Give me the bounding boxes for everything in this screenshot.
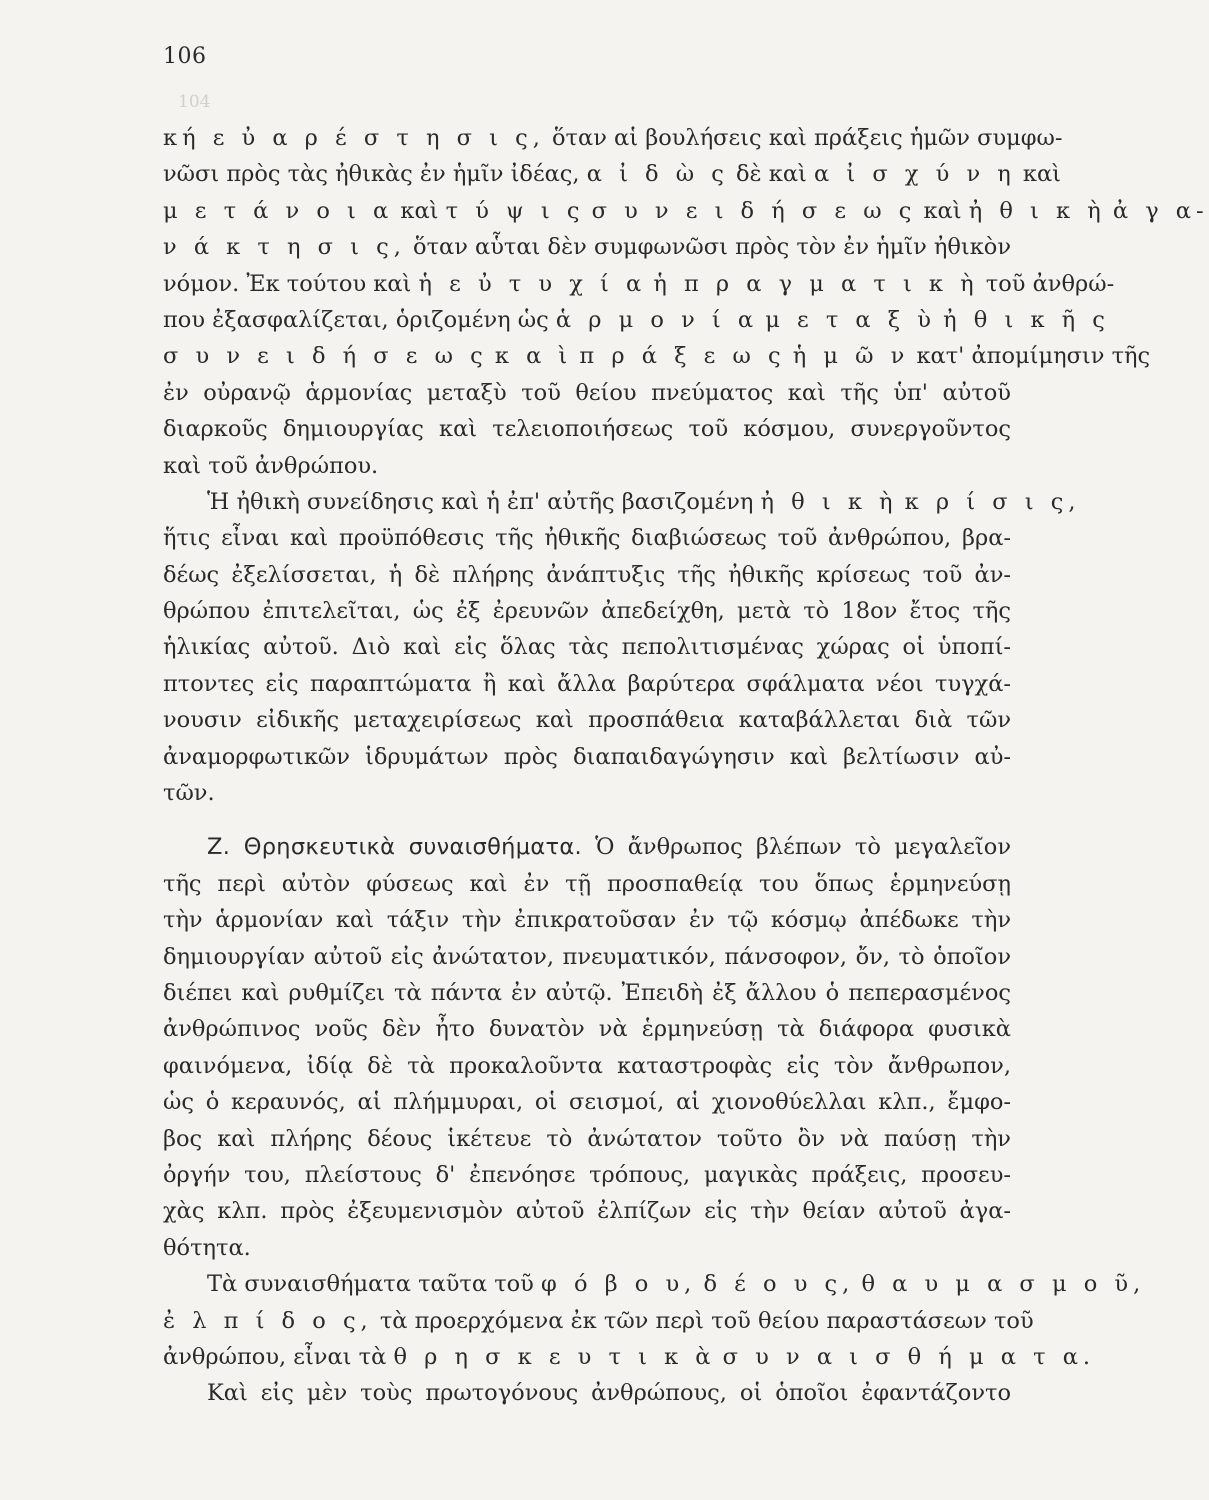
- text-run: [1106, 198, 1113, 224]
- text-line: [163, 120, 1063, 156]
- spaced-term: σ υ ν α ι σ θ ή μ α τ α.: [722, 1343, 1096, 1370]
- text-line: [163, 1193, 1011, 1229]
- spaced-term: κ ρ ί σ ι ς,: [904, 488, 1081, 515]
- text-line: [163, 629, 1011, 665]
- text-line: [163, 902, 1011, 938]
- text-run: κατ' ἀπομίμησιν τῆς: [909, 343, 1151, 370]
- page-number: 106: [163, 44, 207, 69]
- text-line: [163, 375, 1011, 411]
- spaced-term: ἠ θ ι κ ῆ ς: [943, 306, 1110, 333]
- text-run: τῆς περὶ αὐτὸν φύσεως καὶ ἐν τῇ προσπαθείᾳ του ὅπως ἑρμηνεύσῃ: [163, 870, 1011, 897]
- text-line: [163, 1266, 1146, 1302]
- text-run: ἀνθρώπινος νοῦς δὲν ἦτο δυνατὸν νὰ ἑρμηνεύσῃ τὰ διάφορα φυσικὰ: [163, 1016, 1011, 1043]
- spaced-term: σ υ ν ε ι δ ή σ ε ω ς: [163, 343, 488, 370]
- text-run: ὀργήν του, πλείστους δ' ἐπενόησε τρόπους, μαγικὰς πράξεις, προσευ-: [163, 1161, 1011, 1188]
- text-run: φαινόμενα, ἰδίᾳ δὲ τὰ προκαλοῦντα καταστροφὰς εἰς τὸν ἄνθρωπον,: [163, 1052, 1011, 1079]
- spaced-term: ἡ π ρ α γ μ α τ ι κ ὴ: [653, 270, 979, 297]
- text-run: χὰς κλπ. πρὸς ἐξευμενισμὸν αὐτοῦ ἐλπίζων εἰς τὴν θείαν αὐτοῦ ἀγα-: [163, 1198, 1011, 1225]
- section-heading: Ζ. Θρησκευτικὰ συναισθήματα.: [207, 834, 582, 861]
- text-line: [163, 939, 1011, 975]
- spaced-term: ἠ θ ι κ ὴ: [760, 488, 898, 515]
- spaced-term: ἁ ρ μ ο ν ί α: [555, 306, 759, 333]
- text-run: [786, 343, 793, 369]
- text-line: [163, 702, 1011, 738]
- text-run: τῶν.: [163, 780, 215, 807]
- spaced-term: ἡ μ ῶ ν: [792, 343, 910, 370]
- text-line: [163, 229, 1011, 265]
- text-run: καὶ τοῦ ἀνθρώπου.: [163, 452, 379, 479]
- text-line: [163, 1011, 1011, 1047]
- text-run: Καὶ εἰς μὲν τοὺς πρωτογόνους ἀνθρώπους, οἱ ὁποῖοι ἐφαντάζοντο: [207, 1380, 1011, 1407]
- text-run: καὶ: [393, 197, 446, 224]
- text-run: ἀναμορφωτικῶν ἱδρυμάτων πρὸς διαπαιδαγώγησιν καὶ βελτίωσιν αὐ-: [163, 743, 1011, 770]
- text-line: [163, 448, 1011, 484]
- text-run: θρώπου ἐπιτελεῖται, ὡς ἐξ ἐρευνῶν ἀπεδείχθη, μετὰ τὸ 18ον ἔτος τῆς: [163, 598, 1011, 625]
- text-run: [898, 489, 905, 515]
- page-body: [163, 120, 1209, 1412]
- text-line: [163, 266, 1115, 302]
- text-line: [163, 866, 1011, 902]
- text-line: [163, 975, 1011, 1011]
- text-run: νουσιν εἰδικῆς μεταχειρίσεως καὶ προσπάθεια καταβάλλεται διὰ τῶν: [163, 707, 1011, 734]
- paragraph-4: [163, 1266, 1146, 1375]
- text-line: [163, 1048, 1011, 1084]
- text-run: πτοντες εἰς παραπτώματα ἢ καὶ ἄλλα βαρύτερα σφάλματα νέοι τυγχά-: [163, 670, 1011, 697]
- text-run: ἀνθρώπου, εἶναι τὰ: [163, 1343, 394, 1370]
- spaced-term: ἡ ε ὐ τ υ χ ί α: [418, 270, 647, 297]
- spaced-term: δ έ ο υ ς,: [703, 1271, 855, 1298]
- text-line: [163, 1303, 1034, 1339]
- text-run: νόμον. Ἐκ τούτου καὶ: [163, 270, 419, 297]
- text-line: [163, 1339, 1096, 1375]
- text-line: [163, 829, 1011, 865]
- spaced-term: μ ε τ ά ν ο ι α: [163, 197, 394, 224]
- text-run: ἥτις εἶναι καὶ προϋπόθεσις τῆς ἠθικῆς διαβιώσεως τοῦ ἀνθρώπου, βρα-: [163, 525, 1011, 552]
- text-line: [163, 739, 1011, 775]
- text-line: [163, 1375, 1011, 1411]
- spaced-term: θ α υ μ α σ μ ο ῦ,: [861, 1271, 1146, 1298]
- text-run: δέως ἐξελίσσεται, ἡ δὲ πλήρης ἀνάπτυξις τῆς ἠθικῆς κρίσεως τοῦ ἀν-: [163, 561, 1011, 588]
- ghost-page-number: 104: [178, 92, 211, 112]
- text-run: βος καὶ πλήρης δέους ἱκέτευε τὸ ἀνώτατον τοῦτο ὂν νὰ παύσῃ τὴν: [163, 1125, 1011, 1152]
- text-run: ὅταν αἱ βουλήσεις καὶ πράξεις ἡμῶν συμφω-: [544, 125, 1063, 151]
- spaced-term: κ α ὶ: [494, 343, 573, 370]
- text-line: [163, 1084, 1011, 1120]
- paragraph-5: [163, 1375, 1011, 1411]
- spaced-term: α ἰ σ χ ύ ν η: [814, 161, 1016, 188]
- spaced-term: ν ά κ τ η σ ι ς,: [163, 234, 406, 261]
- spaced-term: σ υ ν ε ι δ ή σ ε ω ς: [591, 197, 917, 224]
- text-line: [163, 775, 1011, 811]
- text-run: [584, 198, 591, 224]
- spaced-term: κή ε ὐ α ρ έ σ τ η σ ι ς,: [163, 125, 545, 151]
- text-run: ὡς ὁ κεραυνός, αἱ πλήμμυραι, οἱ σεισμοί, αἱ χιονοθύελλαι κλπ., ἔμφο-: [163, 1089, 1011, 1116]
- spaced-term: μ ε τ α ξ ὺ: [765, 306, 936, 333]
- text-run: Ὁ ἄνθρωπος βλέπων τὸ μεγαλεῖον: [581, 834, 1012, 861]
- text-run: τοῦ ἀνθρώ-: [978, 270, 1115, 297]
- text-run: δημιουργίαν αὐτοῦ εἰς ἀνώτατον, πνευματικόν, πάνσοφον, ὄν, τὸ ὁποῖον: [163, 943, 1011, 970]
- text-line: [163, 484, 1081, 520]
- text-line: [163, 1230, 1011, 1266]
- text-run: Ἡ ἠθικὴ συνείδησις καὶ ἡ ἐπ' αὐτῆς βασιζομένη: [207, 488, 761, 515]
- paragraph-3: [163, 829, 1011, 1266]
- text-run: ἡλικίας αὐτοῦ. Διὸ καὶ εἰς ὅλας τὰς πεπολιτισμένας χώρας οἱ ὑποπί-: [163, 634, 1011, 661]
- spaced-term: τ ύ ψ ι ς: [445, 197, 585, 224]
- text-line: [163, 193, 1209, 229]
- spaced-term: φ ό β ο υ,: [541, 1271, 697, 1298]
- text-line: [163, 557, 1011, 593]
- text-line: [163, 338, 1151, 374]
- text-run: ὅταν αὗται δὲν συμφωνῶσι πρὸς τὸν ἐν ἡμῖν ἠθικὸν: [405, 234, 1012, 261]
- text-line: [163, 1121, 1011, 1157]
- spaced-term: π ρ ά ξ ε ω ς: [579, 343, 786, 370]
- text-line: [163, 593, 1011, 629]
- text-run: διαρκοῦς δημιουργίας καὶ τελειοποιήσεως τοῦ κόσμου, συνεργοῦντος: [163, 416, 1011, 443]
- text-run: τὴν ἁρμονίαν καὶ τάξιν τὴν ἐπικρατοῦσαν ἐν τῷ κόσμῳ ἀπέδωκε τὴν: [163, 907, 1011, 934]
- text-line: [163, 1157, 1011, 1193]
- text-run: καὶ: [1015, 161, 1061, 188]
- text-line: [163, 302, 1110, 338]
- spaced-term: ἐ λ π ί δ ο ς,: [163, 1307, 373, 1334]
- text-line: [163, 411, 1011, 447]
- text-run: που ἐξασφαλίζεται, ὁριζομένη ὡς: [163, 306, 556, 333]
- text-run: τὰ προερχόμενα ἐκ τῶν περὶ τοῦ θείου παραστάσεων τοῦ: [372, 1307, 1034, 1334]
- spaced-term: α ἰ δ ὼ ς: [586, 161, 729, 188]
- text-line: [163, 520, 1011, 556]
- text-line: [163, 666, 1011, 702]
- text-run: ἐν οὐρανῷ ἁρμονίας μεταξὺ τοῦ θείου πνεύματος καὶ τῆς ὑπ' αὐτοῦ: [163, 379, 1011, 406]
- text-line: [163, 156, 1061, 192]
- spaced-term: ἀ γ α-: [1112, 197, 1209, 224]
- paragraph-2: [163, 484, 1081, 812]
- spaced-term: ἠ θ ι κ ὴ: [968, 197, 1106, 224]
- text-run: δὲ καὶ: [728, 161, 814, 188]
- paragraph-1: [163, 120, 1209, 484]
- text-run: [488, 343, 495, 369]
- text-run: καὶ: [916, 197, 969, 224]
- text-run: διέπει καὶ ρυθμίζει τὰ πάντα ἐν αὐτῷ. Ἐπειδὴ ἐξ ἄλλου ὁ πεπερασμένος: [163, 979, 1011, 1006]
- spaced-term: θ ρ η σ κ ε υ τ ι κ ὰ: [393, 1343, 716, 1370]
- text-run: νῶσι πρὸς τὰς ἠθικὰς ἐν ἡμῖν ἰδέας,: [163, 161, 587, 188]
- text-run: Τὰ συναισθήματα ταῦτα τοῦ: [207, 1271, 542, 1298]
- text-run: θότητα.: [163, 1234, 251, 1261]
- text-run: [716, 1344, 723, 1370]
